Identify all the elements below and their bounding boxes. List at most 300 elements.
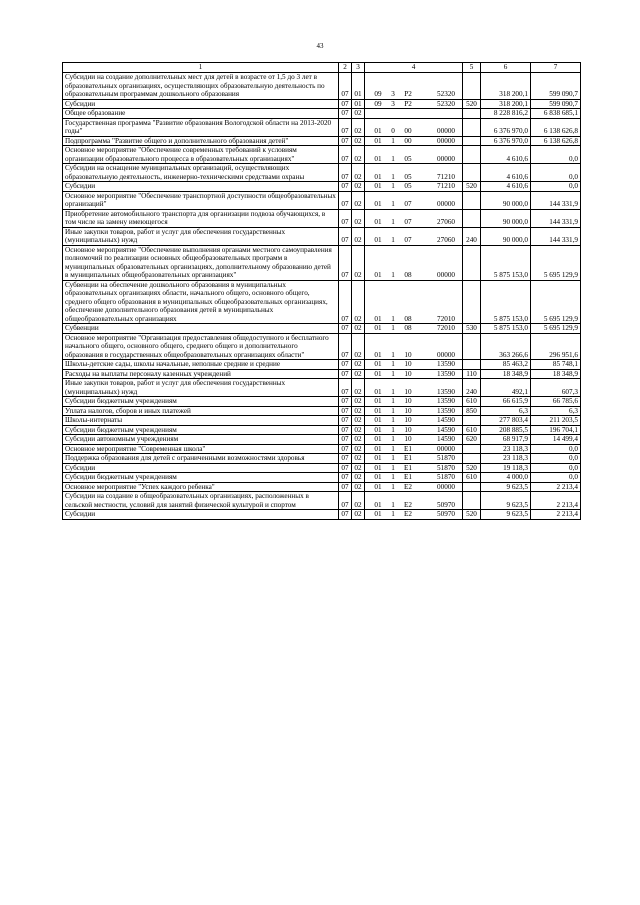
amount-cell-col6: 277 803,4 bbox=[481, 416, 531, 426]
target-article-part: 1 bbox=[391, 350, 395, 359]
subsection-code-cell: 02 bbox=[352, 136, 365, 146]
table-body bbox=[63, 73, 581, 520]
amount-cell-col6: 85 463,2 bbox=[481, 360, 531, 370]
amount-cell-col7: 607,3 bbox=[531, 379, 581, 397]
amount-cell-col6: 4 610,6 bbox=[481, 146, 531, 164]
expense-type-cell: 530 bbox=[463, 324, 481, 334]
subsection-code-cell: 02 bbox=[352, 209, 365, 227]
target-article-part: 01 bbox=[374, 397, 382, 405]
subsection-code-cell: 02 bbox=[352, 182, 365, 192]
target-article-part: 10 bbox=[404, 435, 412, 443]
target-article-part: 10 bbox=[404, 350, 412, 359]
table-row bbox=[63, 416, 581, 426]
target-article-cell bbox=[365, 209, 463, 227]
amount-cell-col7: 2 213,4 bbox=[531, 510, 581, 520]
amount-cell-col7: 2 213,4 bbox=[531, 482, 581, 492]
target-article-part: 51870 bbox=[437, 454, 455, 462]
target-article-cell bbox=[365, 333, 463, 360]
target-article-part: 01 bbox=[374, 406, 382, 415]
target-article-part: 01 bbox=[374, 236, 382, 244]
target-article-cell bbox=[365, 280, 463, 324]
expense-type-cell bbox=[463, 245, 481, 280]
section-code-cell: 07 bbox=[339, 416, 352, 426]
amount-cell-col6: 19 118,3 bbox=[481, 463, 531, 473]
item-name-cell: Субсидии bbox=[63, 510, 339, 520]
item-name-cell: Подпрограмма "Развитие общего и дополнительного образования детей" bbox=[63, 136, 339, 146]
target-article-part: 01 bbox=[374, 444, 382, 453]
target-article-part: 3 bbox=[391, 90, 395, 98]
table-row bbox=[63, 492, 581, 510]
target-article-cell bbox=[365, 146, 463, 164]
amount-cell-col6: 9 623,5 bbox=[481, 492, 531, 510]
amount-cell-col6: 4 000,0 bbox=[481, 473, 531, 483]
subsection-code-cell: 02 bbox=[352, 425, 365, 435]
target-article-part: 10 bbox=[404, 387, 412, 396]
target-article-part: 07 bbox=[404, 218, 412, 226]
target-article-part: 10 bbox=[404, 397, 412, 405]
subsection-code-cell: 02 bbox=[352, 492, 365, 510]
target-article-cell bbox=[365, 136, 463, 146]
target-article-part: 05 bbox=[404, 154, 412, 163]
target-article-part: 0 bbox=[391, 127, 395, 135]
subsection-code-cell: 02 bbox=[352, 324, 365, 334]
table-row bbox=[63, 369, 581, 379]
target-article-part: 00000 bbox=[437, 482, 455, 491]
expense-type-cell bbox=[463, 164, 481, 182]
target-article-cell bbox=[365, 227, 463, 245]
section-code-cell: 07 bbox=[339, 280, 352, 324]
amount-cell-col7: 6 838 685,1 bbox=[531, 109, 581, 119]
section-code-cell: 07 bbox=[339, 379, 352, 397]
target-article-part: 01 bbox=[374, 154, 382, 163]
target-article-part: 1 bbox=[391, 387, 395, 396]
target-article-part: 00000 bbox=[437, 444, 455, 453]
amount-cell-col7: 0,0 bbox=[531, 454, 581, 464]
target-article-part: 00 bbox=[404, 136, 412, 145]
section-code-cell: 07 bbox=[339, 146, 352, 164]
expense-type-cell: 240 bbox=[463, 227, 481, 245]
target-article-part: 01 bbox=[374, 271, 382, 279]
table-row bbox=[63, 191, 581, 209]
target-article-part: 01 bbox=[374, 200, 382, 208]
amount-cell-col6: 6,3 bbox=[481, 406, 531, 416]
item-name-cell: Государственная программа "Развитие образования Вологодской области на 2013-2020 годы" bbox=[63, 118, 339, 136]
target-article-part: 27060 bbox=[437, 236, 455, 244]
column-header: 1 bbox=[63, 63, 339, 73]
expense-type-cell: 520 bbox=[463, 182, 481, 192]
expense-type-cell bbox=[463, 482, 481, 492]
target-article-part: 01 bbox=[374, 369, 382, 378]
target-article-part: 01 bbox=[374, 182, 382, 190]
amount-cell-col7: 5 695 129,9 bbox=[531, 245, 581, 280]
section-code-cell: 07 bbox=[339, 492, 352, 510]
target-article-cell bbox=[365, 482, 463, 492]
item-name-cell: Основное мероприятие "Обеспечение транспортной доступности общеобразовательных организаций" bbox=[63, 191, 339, 209]
table-row bbox=[63, 73, 581, 100]
amount-cell-col6: 90 000,0 bbox=[481, 209, 531, 227]
target-article-part: 1 bbox=[391, 314, 395, 323]
target-article-part: 1 bbox=[391, 510, 395, 518]
item-name-cell: Уплата налогов, сборов и иных платежей bbox=[63, 406, 339, 416]
section-code-cell: 07 bbox=[339, 245, 352, 280]
item-name-cell: Школы-детские сады, школы начальные, неполные средние и средние bbox=[63, 360, 339, 370]
target-article-part: 01 bbox=[374, 416, 382, 424]
subsection-code-cell: 02 bbox=[352, 245, 365, 280]
target-article-part: 01 bbox=[374, 387, 382, 396]
subsection-code-cell: 02 bbox=[352, 397, 365, 407]
target-article-part: 01 bbox=[374, 350, 382, 359]
target-article-part: 13590 bbox=[437, 387, 455, 396]
target-article-part: 1 bbox=[391, 136, 395, 145]
target-article-cell bbox=[365, 435, 463, 445]
section-code-cell: 07 bbox=[339, 164, 352, 182]
item-name-cell: Основное мероприятие "Современная школа" bbox=[63, 444, 339, 454]
amount-cell-col6: 363 266,6 bbox=[481, 333, 531, 360]
amount-cell-col7: 5 695 129,9 bbox=[531, 324, 581, 334]
target-article-part: 1 bbox=[391, 369, 395, 378]
amount-cell-col7: 599 090,7 bbox=[531, 73, 581, 100]
table-row bbox=[63, 109, 581, 119]
amount-cell-col6: 318 200,1 bbox=[481, 99, 531, 109]
target-article-cell bbox=[365, 463, 463, 473]
item-name-cell: Субсидии bbox=[63, 99, 339, 109]
table-row bbox=[63, 324, 581, 334]
target-article-part: 13590 bbox=[437, 397, 455, 405]
target-article-part: 1 bbox=[391, 182, 395, 190]
target-article-part: E1 bbox=[404, 454, 412, 462]
subsection-code-cell: 02 bbox=[352, 191, 365, 209]
amount-cell-col7: 0,0 bbox=[531, 146, 581, 164]
expense-type-cell bbox=[463, 492, 481, 510]
target-article-part: 01 bbox=[374, 454, 382, 462]
target-article-cell bbox=[365, 510, 463, 520]
subsection-code-cell: 02 bbox=[352, 369, 365, 379]
expense-type-cell bbox=[463, 109, 481, 119]
table-row bbox=[63, 164, 581, 182]
target-article-part: 00 bbox=[404, 127, 412, 135]
target-article-part: 01 bbox=[374, 127, 382, 135]
amount-cell-col6: 208 885,5 bbox=[481, 425, 531, 435]
target-article-part: 1 bbox=[391, 473, 395, 481]
item-name-cell: Субсидии bbox=[63, 463, 339, 473]
subsection-code-cell: 02 bbox=[352, 118, 365, 136]
target-article-part: 01 bbox=[374, 435, 382, 443]
target-article-cell bbox=[365, 109, 463, 119]
section-code-cell: 07 bbox=[339, 425, 352, 435]
target-article-part: 72010 bbox=[437, 324, 455, 332]
target-article-cell bbox=[365, 425, 463, 435]
amount-cell-col7: 6 138 626,8 bbox=[531, 118, 581, 136]
expense-type-cell: 610 bbox=[463, 425, 481, 435]
item-name-cell: Иные закупки товаров, работ и услуг для обеспечения государственных (муниципальных) нужд bbox=[63, 379, 339, 397]
expense-type-cell: 610 bbox=[463, 397, 481, 407]
subsection-code-cell: 01 bbox=[352, 73, 365, 100]
amount-cell-col7: 85 748,1 bbox=[531, 360, 581, 370]
amount-cell-col7: 0,0 bbox=[531, 444, 581, 454]
target-article-part: 1 bbox=[391, 444, 395, 453]
target-article-part: 71210 bbox=[437, 182, 455, 190]
target-article-part: 52320 bbox=[437, 99, 455, 108]
section-code-cell: 07 bbox=[339, 510, 352, 520]
subsection-code-cell: 01 bbox=[352, 99, 365, 109]
section-code-cell: 07 bbox=[339, 406, 352, 416]
target-article-part: 51870 bbox=[437, 463, 455, 472]
table-row bbox=[63, 136, 581, 146]
column-header: 5 bbox=[463, 63, 481, 73]
target-article-part: 10 bbox=[404, 416, 412, 424]
section-code-cell: 07 bbox=[339, 482, 352, 492]
subsection-code-cell: 02 bbox=[352, 473, 365, 483]
target-article-part: 14590 bbox=[437, 425, 455, 434]
subsection-code-cell: 02 bbox=[352, 109, 365, 119]
target-article-part: 13590 bbox=[437, 406, 455, 415]
page-number: 43 bbox=[316, 42, 324, 50]
table-row bbox=[63, 435, 581, 445]
target-article-part: 1 bbox=[391, 172, 395, 181]
expense-type-cell: 610 bbox=[463, 473, 481, 483]
item-name-cell: Школы-интернаты bbox=[63, 416, 339, 426]
subsection-code-cell: 02 bbox=[352, 406, 365, 416]
section-code-cell: 07 bbox=[339, 463, 352, 473]
expense-type-cell bbox=[463, 118, 481, 136]
section-code-cell: 07 bbox=[339, 444, 352, 454]
target-article-part: 00000 bbox=[437, 200, 455, 208]
target-article-part: 1 bbox=[391, 324, 395, 332]
subsection-code-cell: 02 bbox=[352, 227, 365, 245]
target-article-part: 00000 bbox=[437, 154, 455, 163]
target-article-part: E1 bbox=[404, 463, 412, 472]
section-code-cell: 07 bbox=[339, 136, 352, 146]
target-article-part: 1 bbox=[391, 454, 395, 462]
target-article-part: 01 bbox=[374, 218, 382, 226]
item-name-cell: Основное мероприятие "Успех каждого ребенка" bbox=[63, 482, 339, 492]
amount-cell-col6: 9 623,5 bbox=[481, 482, 531, 492]
target-article-cell bbox=[365, 492, 463, 510]
table-header-row bbox=[63, 63, 581, 73]
amount-cell-col6: 18 348,9 bbox=[481, 369, 531, 379]
table-row bbox=[63, 99, 581, 109]
amount-cell-col7: 5 695 129,9 bbox=[531, 280, 581, 324]
section-code-cell: 07 bbox=[339, 473, 352, 483]
target-article-part: 50970 bbox=[437, 500, 455, 509]
expense-type-cell bbox=[463, 136, 481, 146]
section-code-cell: 07 bbox=[339, 118, 352, 136]
expense-type-cell: 520 bbox=[463, 463, 481, 473]
target-article-part: E1 bbox=[404, 444, 412, 453]
expense-type-cell: 620 bbox=[463, 435, 481, 445]
subsection-code-cell: 02 bbox=[352, 146, 365, 164]
expense-type-cell: 520 bbox=[463, 99, 481, 109]
target-article-cell bbox=[365, 379, 463, 397]
table-row bbox=[63, 360, 581, 370]
target-article-part: 51870 bbox=[437, 473, 455, 481]
subsection-code-cell: 02 bbox=[352, 482, 365, 492]
amount-cell-col7: 144 331,9 bbox=[531, 209, 581, 227]
target-article-part: 01 bbox=[374, 482, 382, 491]
target-article-part: 1 bbox=[391, 271, 395, 279]
table-row bbox=[63, 397, 581, 407]
expense-type-cell bbox=[463, 416, 481, 426]
target-article-part: 05 bbox=[404, 172, 412, 181]
target-article-part: 01 bbox=[374, 360, 382, 368]
item-name-cell: Основное мероприятие "Обеспечение выполнения органами местного самоуправления полномочий по реализации основных общеобразовательных программ в муниципальных образовательных организациях, дополнительному образованию детей в муниципальных общеобразовательных организациях" bbox=[63, 245, 339, 280]
subsection-code-cell: 02 bbox=[352, 510, 365, 520]
amount-cell-col7: 0,0 bbox=[531, 182, 581, 192]
table-row bbox=[63, 379, 581, 397]
target-article-cell bbox=[365, 454, 463, 464]
item-name-cell: Расходы на выплаты персоналу казенных учреждений bbox=[63, 369, 339, 379]
target-article-part: P2 bbox=[404, 99, 412, 108]
column-header: 6 bbox=[481, 63, 531, 73]
subsection-code-cell: 02 bbox=[352, 333, 365, 360]
target-article-cell bbox=[365, 369, 463, 379]
amount-cell-col6: 9 623,5 bbox=[481, 510, 531, 520]
target-article-part: 14590 bbox=[437, 435, 455, 443]
amount-cell-col6: 90 000,0 bbox=[481, 191, 531, 209]
target-article-part: 08 bbox=[404, 271, 412, 279]
subsection-code-cell: 02 bbox=[352, 379, 365, 397]
amount-cell-col7: 2 213,4 bbox=[531, 492, 581, 510]
item-name-cell: Общее образование bbox=[63, 109, 339, 119]
table-row bbox=[63, 510, 581, 520]
target-article-part: 07 bbox=[404, 200, 412, 208]
target-article-part: E2 bbox=[404, 510, 412, 518]
amount-cell-col7: 0,0 bbox=[531, 463, 581, 473]
amount-cell-col7: 144 331,9 bbox=[531, 227, 581, 245]
expense-type-cell bbox=[463, 280, 481, 324]
target-article-cell bbox=[365, 245, 463, 280]
target-article-part: 01 bbox=[374, 473, 382, 481]
amount-cell-col7: 144 331,9 bbox=[531, 191, 581, 209]
target-article-part: 00000 bbox=[437, 127, 455, 135]
amount-cell-col6: 8 228 816,2 bbox=[481, 109, 531, 119]
expense-type-cell: 110 bbox=[463, 369, 481, 379]
expense-type-cell bbox=[463, 333, 481, 360]
item-name-cell: Субсидии bbox=[63, 182, 339, 192]
section-code-cell: 07 bbox=[339, 397, 352, 407]
amount-cell-col6: 5 875 153,0 bbox=[481, 324, 531, 334]
section-code-cell: 07 bbox=[339, 369, 352, 379]
amount-cell-col6: 5 875 153,0 bbox=[481, 280, 531, 324]
subsection-code-cell: 02 bbox=[352, 463, 365, 473]
amount-cell-col6: 4 610,6 bbox=[481, 164, 531, 182]
target-article-part: 1 bbox=[391, 500, 395, 509]
target-article-cell bbox=[365, 397, 463, 407]
amount-cell-col6: 6 376 970,0 bbox=[481, 118, 531, 136]
target-article-part: 72010 bbox=[437, 314, 455, 323]
item-name-cell: Субсидии на оснащение муниципальных организаций, осуществляющих образовательную деятельность, инженерно-техническими средствами охраны bbox=[63, 164, 339, 182]
target-article-part: 1 bbox=[391, 416, 395, 424]
amount-cell-col7: 599 090,7 bbox=[531, 99, 581, 109]
amount-cell-col7: 6,3 bbox=[531, 406, 581, 416]
target-article-part: 14590 bbox=[437, 416, 455, 424]
column-header: 4 bbox=[365, 63, 463, 73]
amount-cell-col7: 6 138 626,8 bbox=[531, 136, 581, 146]
target-article-cell bbox=[365, 406, 463, 416]
subsection-code-cell: 02 bbox=[352, 360, 365, 370]
target-article-cell bbox=[365, 73, 463, 100]
target-article-part: 50970 bbox=[437, 510, 455, 518]
target-article-part: 1 bbox=[391, 218, 395, 226]
target-article-part: 27060 bbox=[437, 218, 455, 226]
item-name-cell: Субсидии бюджетным учреждениям bbox=[63, 425, 339, 435]
section-code-cell: 07 bbox=[339, 109, 352, 119]
section-code-cell: 07 bbox=[339, 435, 352, 445]
amount-cell-col6: 5 875 153,0 bbox=[481, 245, 531, 280]
table-row bbox=[63, 280, 581, 324]
table-row bbox=[63, 425, 581, 435]
target-article-part: 71210 bbox=[437, 172, 455, 181]
target-article-part: 1 bbox=[391, 236, 395, 244]
section-code-cell: 07 bbox=[339, 454, 352, 464]
amount-cell-col6: 4 610,6 bbox=[481, 182, 531, 192]
expense-type-cell bbox=[463, 191, 481, 209]
target-article-part: 01 bbox=[374, 500, 382, 509]
table-row bbox=[63, 454, 581, 464]
table-row bbox=[63, 209, 581, 227]
target-article-part: 1 bbox=[391, 482, 395, 491]
target-article-part: 01 bbox=[374, 314, 382, 323]
expense-type-cell: 240 bbox=[463, 379, 481, 397]
amount-cell-col7: 211 203,5 bbox=[531, 416, 581, 426]
target-article-part: E2 bbox=[404, 500, 412, 509]
table-row bbox=[63, 463, 581, 473]
expense-type-cell bbox=[463, 454, 481, 464]
target-article-cell bbox=[365, 164, 463, 182]
section-code-cell: 07 bbox=[339, 209, 352, 227]
subsection-code-cell: 02 bbox=[352, 164, 365, 182]
item-name-cell: Основное мероприятие "Организация предоставления общедоступного и бесплатного начального общего, основного общего, среднего общего и дополнительного образования в государственных общеобразовательных организациях области" bbox=[63, 333, 339, 360]
table-row bbox=[63, 182, 581, 192]
target-article-part: 05 bbox=[404, 182, 412, 190]
item-name-cell: Иные закупки товаров, работ и услуг для обеспечения государственных (муниципальных) нужд bbox=[63, 227, 339, 245]
target-article-part: 10 bbox=[404, 406, 412, 415]
target-article-cell bbox=[365, 191, 463, 209]
target-article-part: 01 bbox=[374, 463, 382, 472]
column-header: 2 bbox=[339, 63, 352, 73]
expense-type-cell bbox=[463, 146, 481, 164]
target-article-part: 10 bbox=[404, 425, 412, 434]
table-row bbox=[63, 146, 581, 164]
table-row bbox=[63, 227, 581, 245]
target-article-part: 1 bbox=[391, 406, 395, 415]
target-article-part: 13590 bbox=[437, 369, 455, 378]
expense-type-cell: 520 bbox=[463, 510, 481, 520]
target-article-part: 00000 bbox=[437, 271, 455, 279]
table-row bbox=[63, 118, 581, 136]
amount-cell-col7: 66 785,6 bbox=[531, 397, 581, 407]
target-article-part: 1 bbox=[391, 154, 395, 163]
target-article-part: 13590 bbox=[437, 360, 455, 368]
item-name-cell: Субвенции на обеспечение дошкольного образования в муниципальных образовательных организациях области, начального общего, основного общего, среднего общего образования в муниципальных общеобразовательных организациях, обеспечение дополнительного образования детей в муниципальных общеобразовательных организациях bbox=[63, 280, 339, 324]
target-article-part: 1 bbox=[391, 425, 395, 434]
table-row bbox=[63, 333, 581, 360]
target-article-cell bbox=[365, 182, 463, 192]
target-article-part: 00000 bbox=[437, 350, 455, 359]
amount-cell-col6: 6 376 970,0 bbox=[481, 136, 531, 146]
target-article-part: 01 bbox=[374, 510, 382, 518]
expense-type-cell bbox=[463, 73, 481, 100]
table-row bbox=[63, 473, 581, 483]
target-article-cell bbox=[365, 324, 463, 334]
target-article-part: 01 bbox=[374, 425, 382, 434]
item-name-cell: Субсидии на создание в общеобразовательных организациях, расположенных в сельской местности, условий для занятий физической культурой и спортом bbox=[63, 492, 339, 510]
target-article-part: 01 bbox=[374, 136, 382, 145]
amount-cell-col6: 66 615,9 bbox=[481, 397, 531, 407]
target-article-cell bbox=[365, 416, 463, 426]
target-article-part: 01 bbox=[374, 324, 382, 332]
target-article-part: 09 bbox=[374, 99, 382, 108]
